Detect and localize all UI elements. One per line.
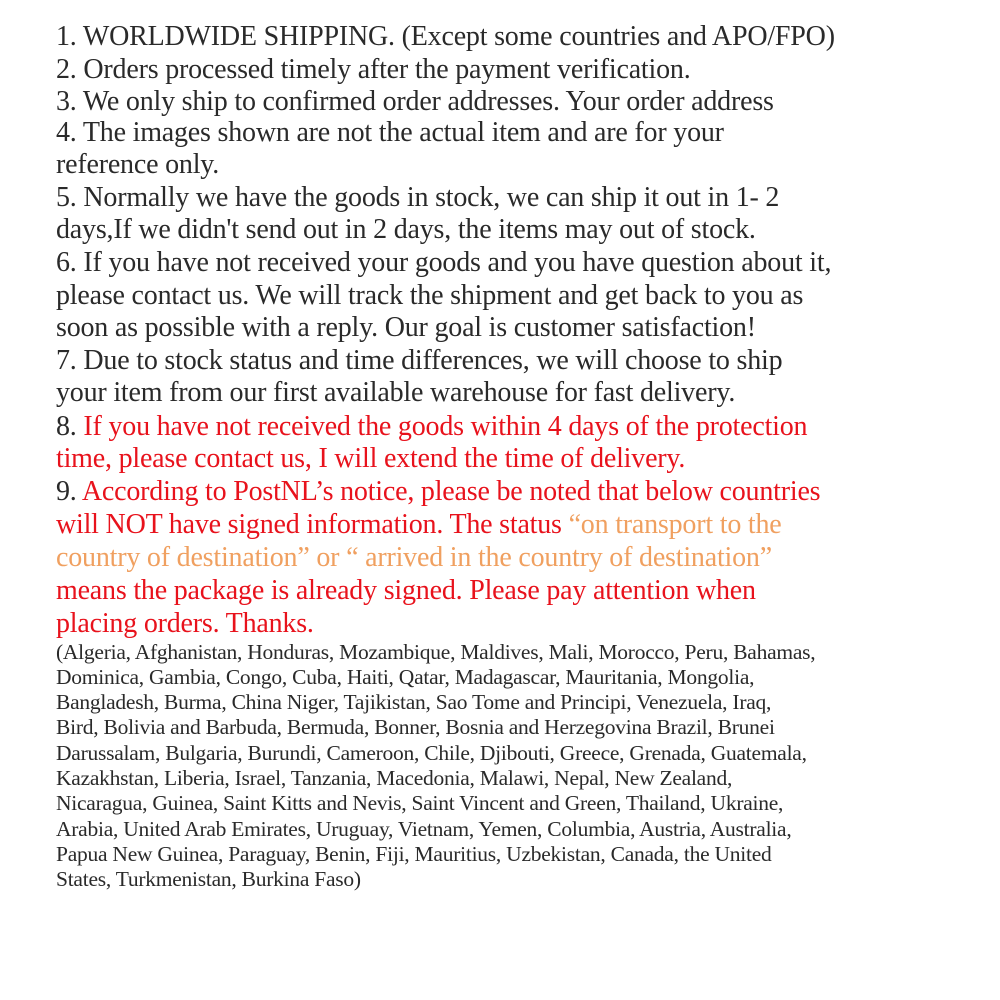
country-list-line: (Algeria, Afghanistan, Honduras, Mozambique, Maldives, Mali, Morocco, Peru, Bahamas, <box>56 640 816 664</box>
policy-item-8-line-1 <box>56 410 807 443</box>
country-list-line: Dominica, Gambia, Congo, Cuba, Haiti, Qatar, Madagascar, Mauritania, Mongolia, <box>56 665 755 689</box>
policy-item-9-text: According to PostNL’s notice, please be noted that below countries <box>81 476 821 507</box>
policy-item-1: 1. WORLDWIDE SHIPPING. (Except some countries and APO/FPO) <box>56 21 835 52</box>
country-list-line: Bangladesh, Burma, China Niger, Tajikistan, Sao Tome and Principi, Venezuela, Iraq, <box>56 690 772 714</box>
policy-item-6-line-1: 6. If you have not received your goods and you have question about it, <box>56 247 832 278</box>
country-list-line: Nicaragua, Guinea, Saint Kitts and Nevis, Saint Vincent and Green, Thailand, Ukraine, <box>56 791 784 815</box>
country-list-line: Darussalam, Bulgaria, Burundi, Cameroon, Chile, Djibouti, Greece, Grenada, Guatemala, <box>56 741 807 765</box>
policy-item-5-line-1: 5. Normally we have the goods in stock, we can ship it out in 1- 2 <box>56 182 780 213</box>
policy-item-9-line-1 <box>56 475 820 508</box>
policy-item-8-line-2: time, please contact us, I will extend the time of delivery. <box>56 443 686 474</box>
policy-item-6-line-2: please contact us. We will track the shipment and get back to you as <box>56 280 804 311</box>
policy-item-5-line-2: days,If we didn't send out in 2 days, the items may out of stock. <box>56 214 756 245</box>
policy-item-9-status-intro: will NOT have signed information. The status <box>56 509 562 540</box>
policy-item-9-line-4: means the package is already signed. Please pay attention when <box>56 575 756 606</box>
policy-item-9-number: 9. <box>56 476 77 507</box>
policy-item-9-line-2 <box>56 508 782 541</box>
policy-item-9-line-5: placing orders. Thanks. <box>56 608 314 639</box>
policy-item-9-status-quote-end: country of destination” or “ arrived in the country of destination” <box>56 542 772 573</box>
country-list-line: States, Turkmenistan, Burkina Faso) <box>56 867 361 891</box>
country-list-line: Kazakhstan, Liberia, Israel, Tanzania, Macedonia, Malawi, Nepal, New Zealand, <box>56 766 733 790</box>
country-list-line: Arabia, United Arab Emirates, Uruguay, Vietnam, Yemen, Columbia, Austria, Australia, <box>56 817 792 841</box>
policy-item-8-number: 8. <box>56 411 77 442</box>
policy-item-7-line-2: your item from our first available warehouse for fast delivery. <box>56 377 736 408</box>
policy-item-4-line-1: 4. The images shown are not the actual item and are for your <box>56 117 724 148</box>
policy-item-8-text: If you have not received the goods within 4 days of the protection <box>83 411 808 442</box>
policy-item-7-line-1: 7. Due to stock status and time differences, we will choose to ship <box>56 345 783 376</box>
policy-item-4-line-2: reference only. <box>56 149 220 180</box>
country-list-line: Bird, Bolivia and Barbuda, Bermuda, Bonner, Bosnia and Herzegovina Brazil, Brunei <box>56 715 775 739</box>
country-list-line: Papua New Guinea, Paraguay, Benin, Fiji, Mauritius, Uzbekistan, Canada, the United <box>56 842 772 866</box>
policy-item-6-line-3: soon as possible with a reply. Our goal is customer satisfaction! <box>56 312 756 343</box>
policy-item-3: 3. We only ship to confirmed order addresses. Your order address <box>56 86 774 117</box>
policy-item-2: 2. Orders processed timely after the payment verification. <box>56 54 691 85</box>
policy-item-9-status-quote-start: “on transport to the <box>568 509 782 540</box>
